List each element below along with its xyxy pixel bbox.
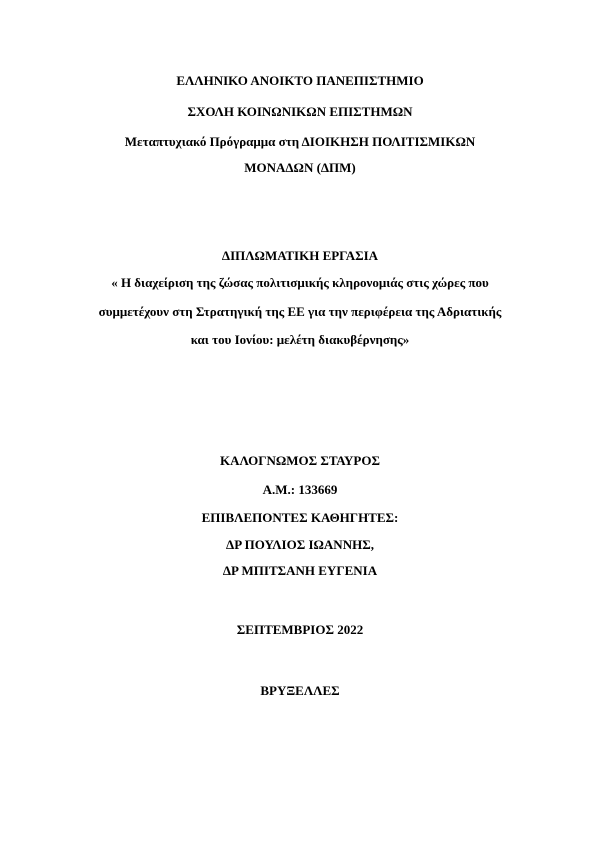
program-name-line1: Μεταπτυχιακό Πρόγραμμα στη ΔΙΟΙΚΗΣΗ ΠΟΛΙΤΙΣΜΙΚΩΝ xyxy=(124,134,476,149)
supervisor-1: ΔΡ ΠΟΥΛΙΟΣ ΙΩΑΝΝΗΣ, xyxy=(226,537,374,552)
submission-date: ΣΕΠΤΕΜΒΡΙΟΣ 2022 xyxy=(236,622,364,637)
supervisors-label: ΕΠΙΒΛΕΠΟΝΤΕΣ ΚΑΘΗΓΗΤΕΣ: xyxy=(201,510,399,525)
thesis-title-line3: και του Ιονίου: μελέτη διακυβέρνησης» xyxy=(190,332,410,347)
thesis-title-line1: « Η διαχείριση της ζώσας πολιτισμικής κληρονομιάς στις χώρες που xyxy=(111,275,489,290)
school-name: ΣΧΟΛΗ ΚΟΙΝΩΝΙΚΩΝ ΕΠΙΣΤΗΜΩΝ xyxy=(187,104,413,119)
supervisor-2: ΔΡ ΜΠΙΤΣΑΝΗ ΕΥΓΕΝΙΑ xyxy=(222,563,378,578)
program-name-line2: ΜΟΝΑΔΩΝ (ΔΠΜ) xyxy=(244,160,356,175)
registration-number: Α.Μ.: 133669 xyxy=(262,482,338,497)
author-name: ΚΑΛΟΓΝΩΜΟΣ ΣΤΑΥΡΟΣ xyxy=(220,453,380,468)
submission-place: ΒΡΥΞΕΛΛΕΣ xyxy=(260,683,340,698)
university-name: ΕΛΛΗΝΙΚΟ ΑΝΟΙΚΤΟ ΠΑΝΕΠΙΣΤΗΜΙΟ xyxy=(176,73,424,88)
thesis-title-line2: συμμετέχουν στη Στρατηγική της ΕΕ για την περιφέρεια της Αδριατικής xyxy=(98,304,502,319)
thesis-type: ΔΙΠΛΩΜΑΤΙΚΗ ΕΡΓΑΣΙΑ xyxy=(221,248,379,263)
